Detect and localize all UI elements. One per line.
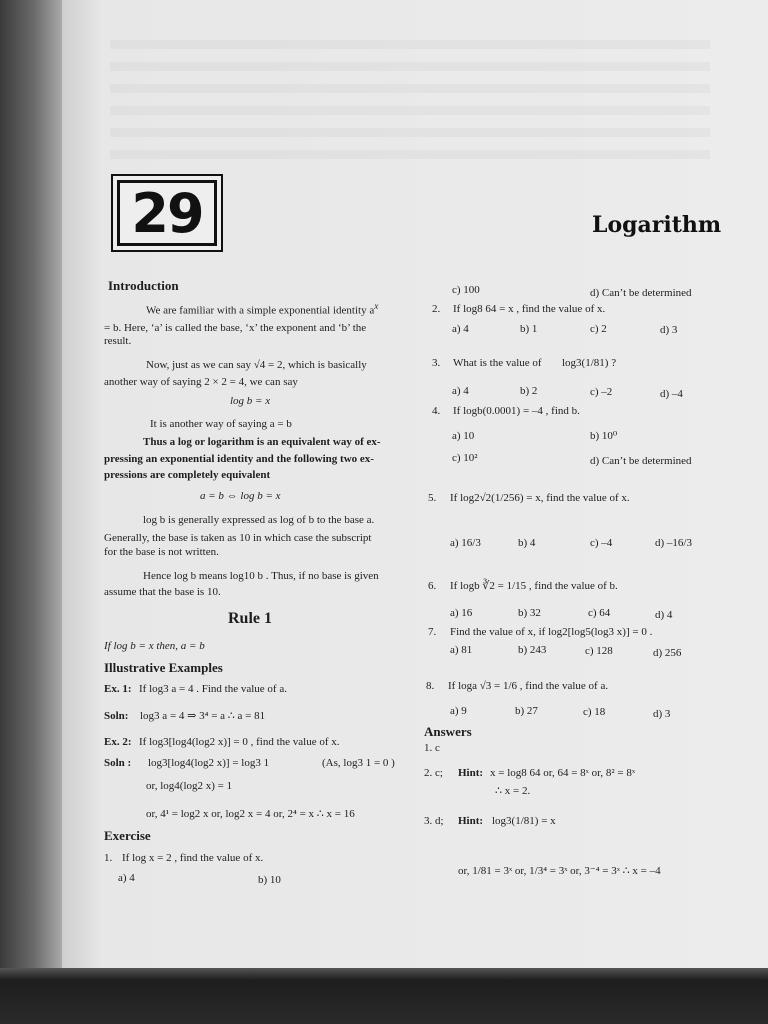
question-3-option-d: d) –4: [660, 388, 683, 400]
example-1-label: Ex. 1:: [104, 683, 132, 695]
question-1-number: 1.: [104, 852, 113, 864]
question-6-option-b: b) 32: [518, 607, 541, 619]
intro-bold-line-2: pressing an exponential identity and the following two ex-: [104, 453, 374, 465]
question-6-option-a: a) 16: [450, 607, 473, 619]
question-4-option-d: d) Can’t be determined: [590, 455, 692, 467]
rule-title: Rule 1: [228, 610, 272, 627]
question-8-option-b: b) 27: [515, 705, 538, 717]
example-1-text: If log3 a = 4 . Find the value of a.: [139, 683, 287, 695]
question-1-option-c: c) 100: [452, 284, 480, 296]
chapter-number: 29: [117, 180, 217, 246]
solution-2-line-2: or, log4(log2 x) = 1: [146, 780, 233, 792]
question-3-option-b: b) 2: [520, 385, 538, 397]
question-8-text: If loga √3 = 1/6 , find the value of a.: [448, 680, 609, 692]
intro-paragraph-2a: Now, just as we can say √4 = 2, which is basically: [146, 359, 367, 371]
intro-heading: Introduction: [108, 278, 179, 293]
answer-2-text: x = log8 64 or, 64 = 8ˣ or, 8² = 8ˣ: [490, 767, 636, 779]
question-7-option-b: b) 243: [518, 644, 547, 656]
question-7-number: 7.: [428, 626, 437, 638]
bleed-through: [110, 40, 710, 160]
question-8-option-d: d) 3: [653, 708, 671, 720]
intro-equation-3: a = b ⇔ log b = x: [200, 490, 281, 502]
intro-equation-1: log b = x: [230, 395, 271, 407]
answer-2-hint-label: Hint:: [458, 767, 484, 779]
question-2-option-a: a) 4: [452, 323, 469, 335]
question-7-option-d: d) 256: [653, 647, 682, 659]
intro-paragraph-1a: We are familiar with a simple exponential identity $a^x$: [146, 301, 379, 317]
example-2-text: If log3[log4(log2 x)] = 0 , find the value of x.: [139, 736, 340, 748]
intro-paragraph-4a: Hence log b means log10 b . Thus, if no base is given: [143, 570, 379, 582]
intro-paragraph-3c: for the base is not written.: [104, 546, 219, 558]
chapter-title: Logarithm: [592, 212, 722, 238]
chapter-number-box: [111, 174, 223, 252]
answer-2-conclusion: ∴ x = 2.: [495, 785, 531, 797]
question-3-text: What is the value of: [453, 357, 542, 369]
intro-paragraph-3b: Generally, the base is taken as 10 in which case the subscript: [104, 532, 372, 544]
question-2-option-c: c) 2: [590, 323, 607, 335]
question-7-text: Find the value of x, if log2[log5(log3 x)] = 0 .: [450, 626, 653, 638]
intro-paragraph-4b: assume that the base is 10.: [104, 586, 221, 598]
question-2-option-d: d) 3: [660, 324, 678, 336]
intro-equation-2: It is another way of saying a = b: [150, 418, 292, 430]
question-6-number: 6.: [428, 580, 437, 592]
solution-2-line-3: or, 4¹ = log2 x or, log2 x = 4 or, 2⁴ = x ∴ x = 16: [146, 808, 355, 820]
question-6-text: If logb ∛2 = 1/15 , find the value of b.: [450, 580, 618, 592]
answer-3-label: 3. d;: [424, 815, 444, 827]
solution-1-label: Soln:: [104, 710, 129, 722]
question-4-text: If logb(0.0001) = –4 , find b.: [453, 405, 580, 417]
example-2-label: Ex. 2:: [104, 736, 132, 748]
answer-2-label: 2. c;: [424, 767, 443, 779]
question-1-option-d: d) Can’t be determined: [590, 287, 692, 299]
question-5-option-b: b) 4: [518, 537, 536, 549]
question-8-number: 8.: [426, 680, 435, 692]
exercise-heading: Exercise: [104, 828, 151, 843]
solution-2-note: (As, log3 1 = 0 ): [322, 757, 395, 769]
rule-text: If log b = x then, a = b: [104, 640, 205, 652]
question-8-option-a: a) 9: [450, 705, 467, 717]
question-2-text: If log8 64 = x , find the value of x.: [453, 303, 606, 315]
question-4-number: 4.: [432, 405, 441, 417]
question-6-option-c: c) 64: [588, 607, 611, 619]
question-5-number: 5.: [428, 492, 437, 504]
question-2-number: 2.: [432, 303, 441, 315]
intro-paragraph-2b: another way of saying 2 × 2 = 4, we can say: [104, 376, 298, 388]
question-4-option-c: c) 10²: [452, 452, 478, 464]
intro-bold-line-1: Thus a log or logarithm is an equivalent way of ex-: [143, 436, 381, 448]
question-8-option-c: c) 18: [583, 706, 606, 718]
answer-3-hint-label: Hint:: [458, 815, 484, 827]
question-3-expression: log3(1/81) ?: [562, 357, 617, 369]
answer-1: 1. c: [424, 742, 440, 754]
question-3-number: 3.: [432, 357, 441, 369]
question-7-option-c: c) 128: [585, 645, 613, 657]
intro-paragraph-1b: = b. Here, ‘a’ is called the base, ‘x’ the exponent and ‘b’ the: [104, 322, 367, 334]
question-5-text: If log2√2(1/256) = x, find the value of x.: [450, 492, 630, 504]
solution-2-label: Soln :: [104, 757, 132, 769]
intro-paragraph-3a: log b is generally expressed as log of b to the base a.: [143, 514, 375, 526]
answer-3-text: log3(1/81) = x: [492, 815, 556, 827]
question-5-option-d: d) –16/3: [655, 537, 692, 549]
question-3-option-a: a) 4: [452, 385, 469, 397]
solution-1-text: log3 a = 4 ⇒ 3⁴ = a ∴ a = 81: [140, 710, 266, 722]
intro-bold-line-3: pressions are completely equivalent: [104, 469, 271, 481]
question-5-option-c: c) –4: [590, 537, 613, 549]
question-1-option-a: a) 4: [118, 872, 135, 884]
question-7-option-a: a) 81: [450, 644, 473, 656]
answers-heading: Answers: [424, 724, 472, 739]
question-1-option-b: b) 10: [258, 874, 281, 886]
answer-3-working: or, 1/81 = 3ˣ or, 1/3⁴ = 3ˣ or, 3⁻⁴ = 3ˣ ∴ x = –4: [458, 865, 661, 877]
question-1-text: If log x = 2 , find the value of x.: [122, 852, 264, 864]
bottom-shadow: [0, 968, 768, 1024]
question-6-option-d: d) 4: [655, 609, 673, 621]
question-4-option-a: a) 10: [452, 430, 475, 442]
question-4-option-b: b) 10⁰: [590, 430, 618, 442]
intro-paragraph-1c: result.: [104, 335, 132, 347]
illustrative-heading: Illustrative Examples: [104, 660, 223, 675]
question-2-option-b: b) 1: [520, 323, 538, 335]
question-5-option-a: a) 16/3: [450, 537, 481, 549]
solution-2-line-1: log3[log4(log2 x)] = log3 1: [148, 757, 270, 769]
question-3-option-c: c) –2: [590, 386, 613, 398]
book-spine-shadow: [0, 0, 62, 990]
